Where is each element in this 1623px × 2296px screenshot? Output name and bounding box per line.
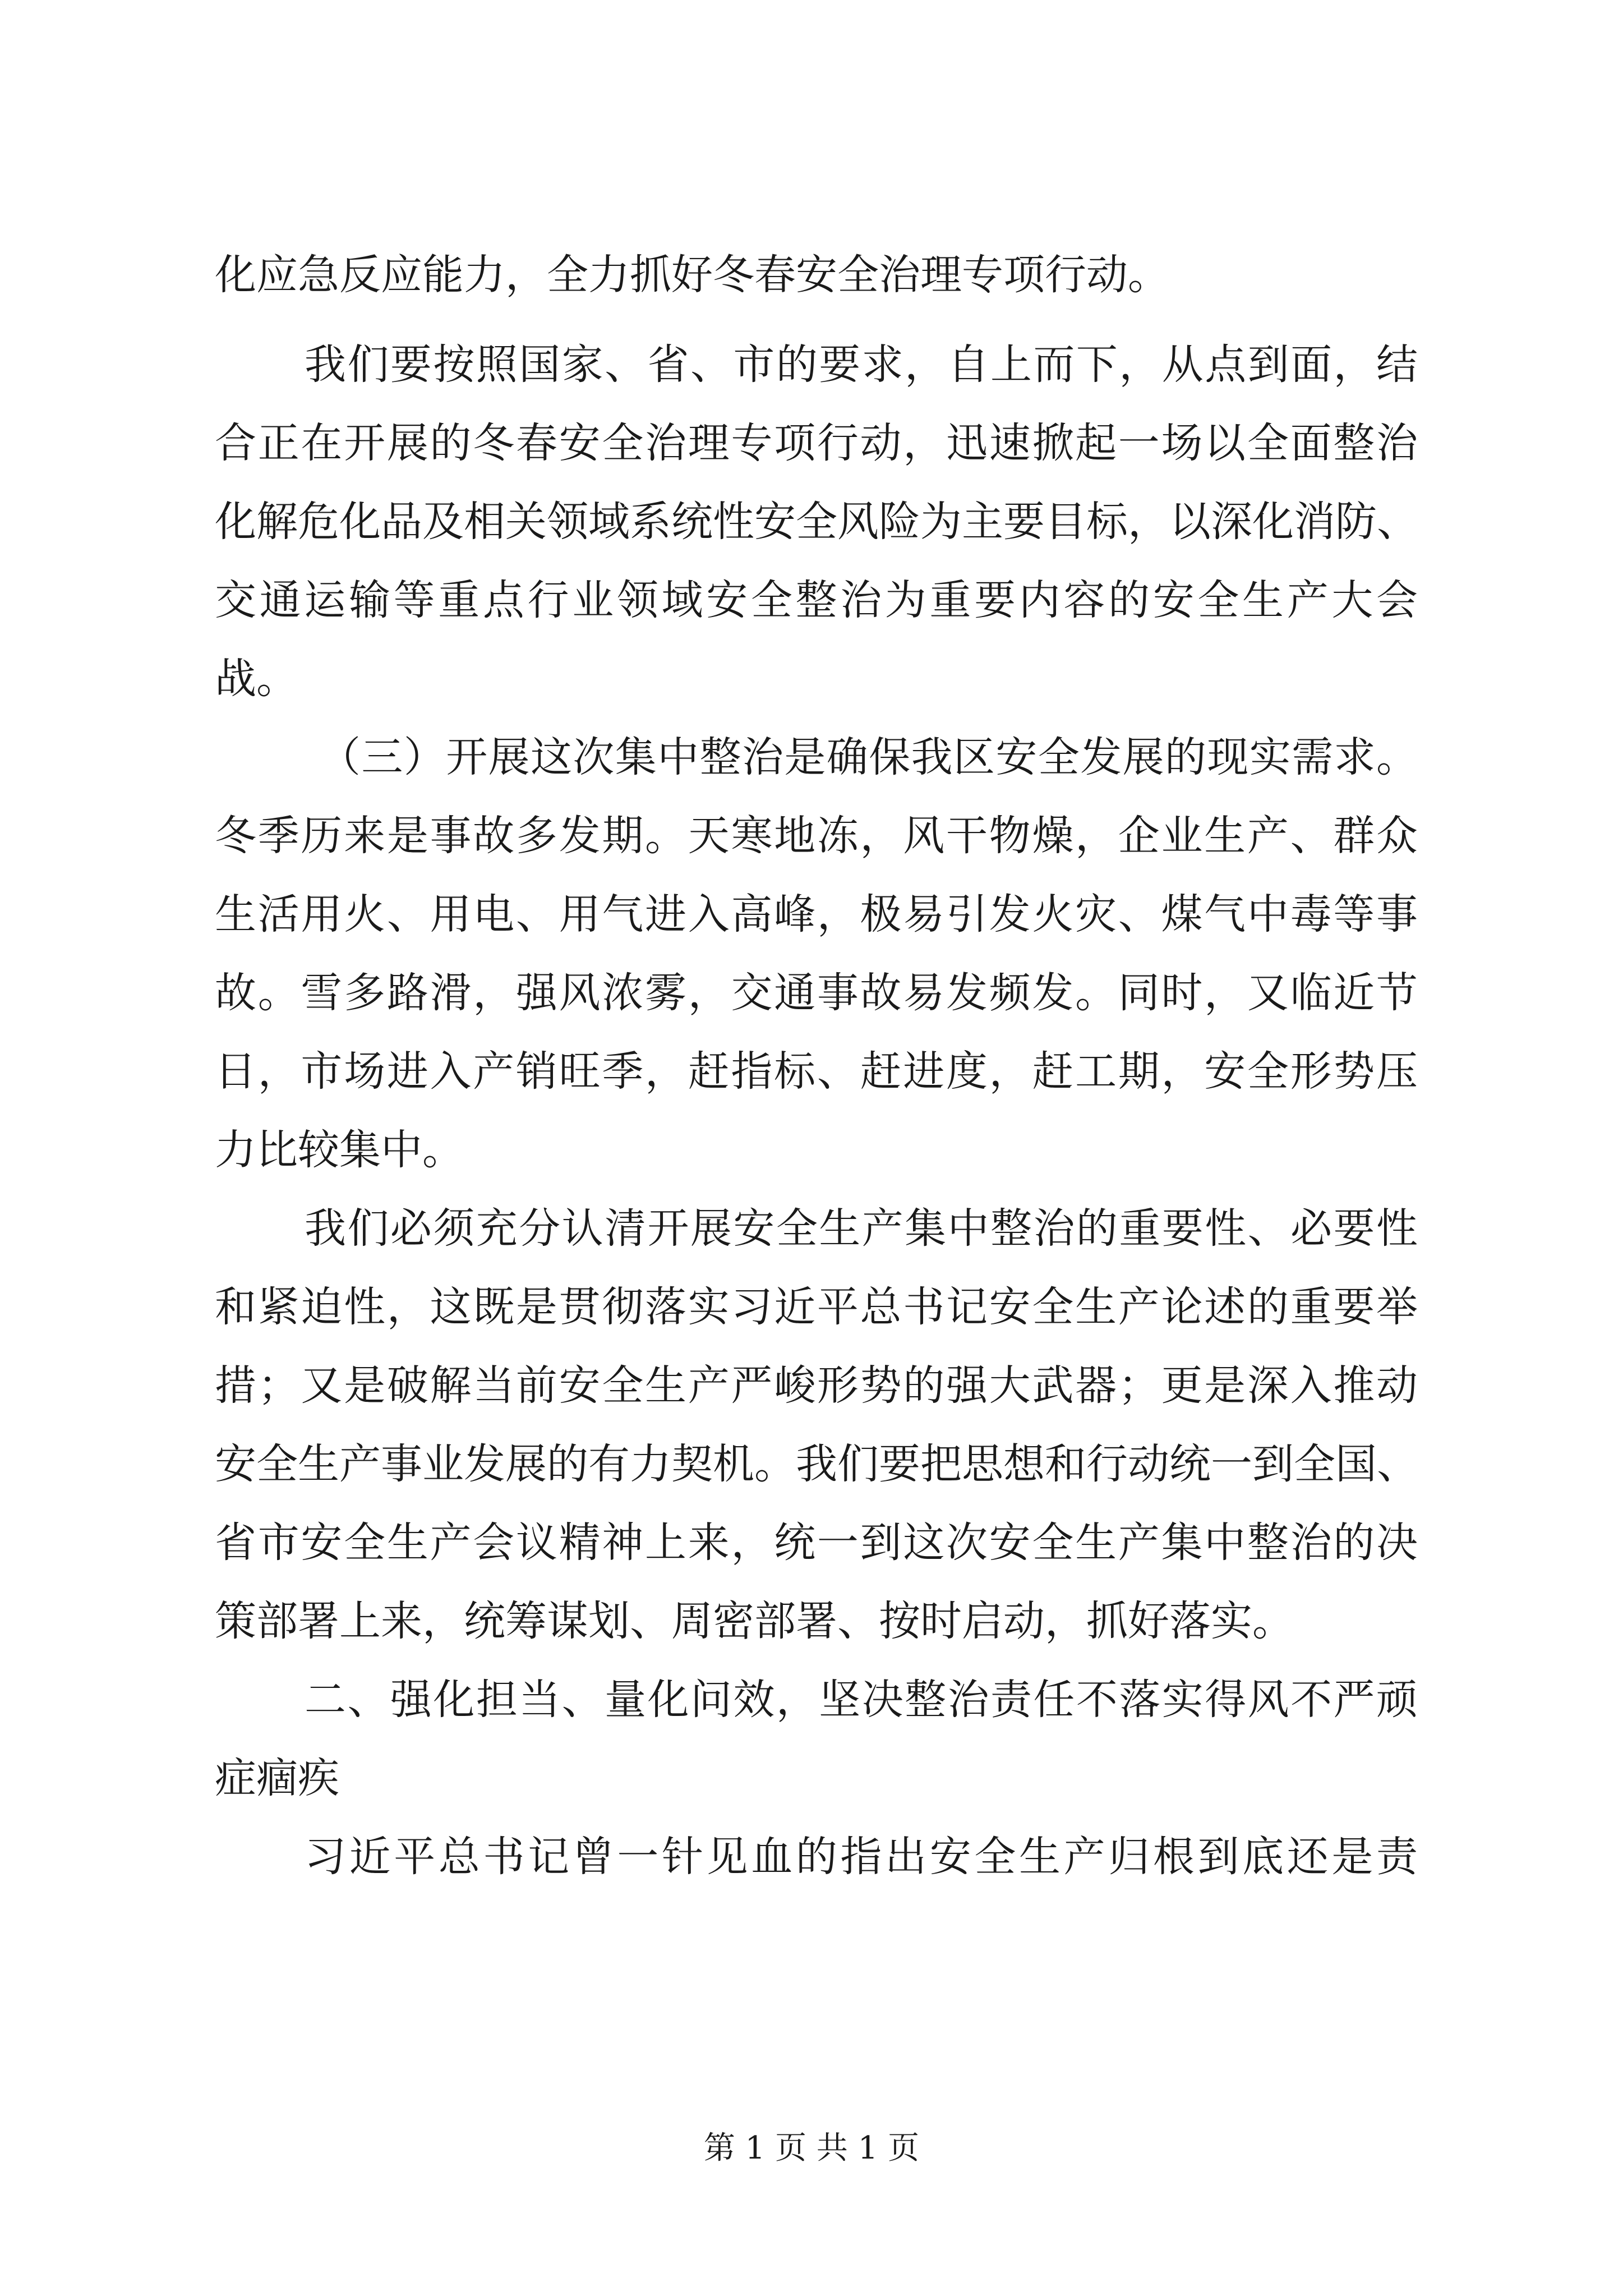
section-heading-line: 二、强化担当、量化问效，坚决整治责任不落实得风不严顽: [305, 1676, 1418, 1724]
section-heading-line: （三）开展这次集中整治是确保我区安全发展的现实需求。: [319, 733, 1418, 781]
section-heading-line: 症痼疾: [215, 1754, 339, 1802]
paragraph-line: 化解危化品及相关领域系统性安全风险为主要目标，以深化消防、: [215, 498, 1418, 546]
paragraph-line: 合正在开展的冬春安全治理专项行动，迅速掀起一场以全面整治: [215, 419, 1418, 467]
paragraph-line: 交通运输等重点行业领域安全整治为重要内容的安全生产大会: [215, 576, 1418, 624]
paragraph-line: 战。: [215, 655, 298, 703]
paragraph-line: 安全生产事业发展的有力契机。我们要把思想和行动统一到全国、: [215, 1440, 1418, 1488]
paragraph-line: 我们必须充分认清开展安全生产集中整治的重要性、必要性: [305, 1204, 1418, 1253]
paragraph-line: 生活用火、用电、用气进入高峰，极易引发火灾、煤气中毒等事: [215, 890, 1418, 938]
paragraph-line: 省市安全生产会议精神上来，统一到这次安全生产集中整治的决: [215, 1519, 1418, 1567]
paragraph-line: 化应急反应能力，全力抓好冬春安全治理专项行动。: [215, 251, 1169, 299]
paragraph-line: 措；又是破解当前安全生产严峻形势的强大武器；更是深入推动: [215, 1361, 1418, 1410]
page-footer: 第 1 页 共 1 页: [703, 2130, 920, 2166]
paragraph-line: 冬季历来是事故多发期。天寒地冻，风干物燥，企业生产、群众: [215, 812, 1418, 860]
paragraph-line: 习近平总书记曾一针见血的指出安全生产归根到底还是责: [305, 1833, 1418, 1881]
paragraph-line: 我们要按照国家、省、市的要求，自上而下，从点到面，结: [305, 341, 1418, 389]
paragraph-line: 和紧迫性，这既是贯彻落实习近平总书记安全生产论述的重要举: [215, 1283, 1418, 1331]
paragraph-line: 故。雪多路滑，强风浓雾，交通事故易发频发。同时，又临近节: [215, 969, 1418, 1017]
paragraph-line: 策部署上来，统筹谋划、周密部署、按时启动，抓好落实。: [215, 1597, 1294, 1645]
paragraph-line: 日，市场进入产销旺季，赶指标、赶进度，赶工期，安全形势压: [215, 1047, 1418, 1096]
paragraph-line: 力比较集中。: [215, 1126, 464, 1174]
